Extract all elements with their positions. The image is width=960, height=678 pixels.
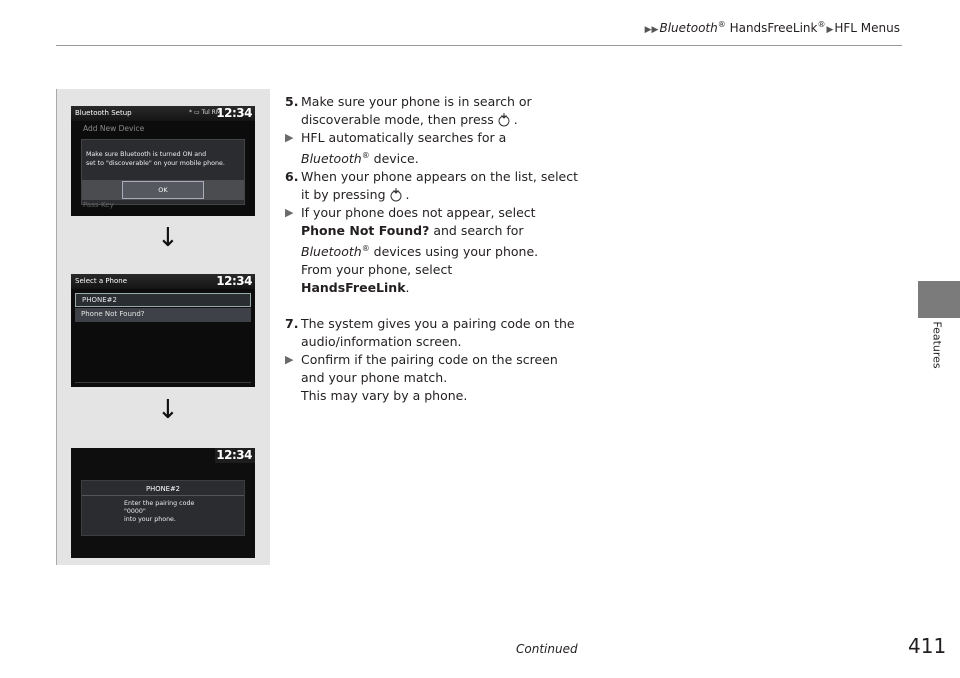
screen-title: Select a Phone bbox=[75, 277, 128, 285]
dialog-divider bbox=[82, 495, 244, 496]
screen-title: Bluetooth Setup bbox=[75, 109, 132, 117]
step-number: 5. bbox=[285, 94, 299, 109]
step-6-result: ▶ If your phone does not appear, select Phone Not Found? and search for Bluetooth® devices using your phone. From your phone, select HandsFreeLink. bbox=[285, 205, 539, 296]
add-new-device-item[interactable]: Add New Device bbox=[83, 124, 145, 133]
screen-clock: 12:34 bbox=[216, 274, 252, 288]
pairing-dialog bbox=[81, 480, 245, 536]
phone-list-item[interactable]: PHONE#2 bbox=[75, 293, 251, 307]
selector-knob-icon bbox=[389, 187, 403, 202]
step-number: 7. bbox=[285, 316, 299, 332]
ok-button[interactable]: OK bbox=[122, 181, 204, 199]
continued-label: Continued bbox=[516, 642, 578, 656]
screenshot-panel bbox=[56, 89, 270, 565]
instruction-steps bbox=[285, 93, 585, 405]
breadcrumb-arrow-icon: ▶▶ bbox=[644, 25, 659, 35]
screen-clock: 12:34 bbox=[216, 448, 252, 462]
dialog-title: PHONE#2 bbox=[146, 485, 180, 493]
result-arrow-icon: ▶ bbox=[285, 131, 294, 144]
step-7: 7. The system gives you a pairing code on the audio/information screen. bbox=[285, 316, 575, 350]
phone-not-found-item[interactable]: Phone Not Found? bbox=[75, 308, 251, 322]
section-tab-label: Features bbox=[930, 321, 944, 369]
breadcrumb-item-bluetooth: Bluetooth bbox=[659, 21, 718, 35]
screen-clock: 12:34 bbox=[216, 106, 252, 120]
step-5-result: ▶ HFL automatically searches for a Bluetooth® device. bbox=[285, 130, 507, 167]
step-7-result: ▶ Confirm if the pairing code on the screen and your phone match. This may vary by a phone. bbox=[285, 352, 558, 404]
pairing-message: Enter the pairing code "0000" into your phone. bbox=[124, 500, 195, 523]
step-5: 5. Make sure your phone is in search or discoverable mode, then press . bbox=[285, 94, 532, 127]
selector-knob-icon bbox=[497, 112, 511, 127]
list-bottom-line bbox=[75, 382, 251, 383]
select-phone-screen bbox=[71, 274, 255, 387]
down-arrow-icon: ↓ bbox=[157, 395, 179, 425]
down-arrow-icon: ↓ bbox=[157, 223, 179, 253]
breadcrumb-arrow-icon: ▶ bbox=[826, 25, 834, 35]
breadcrumb-item-handsfreelink: HandsFreeLink bbox=[729, 21, 818, 35]
dialog-button-bar bbox=[82, 180, 244, 200]
breadcrumb: ▶▶Bluetooth® HandsFreeLink®▶HFL Menus bbox=[644, 20, 900, 35]
step-number: 6. bbox=[285, 169, 299, 185]
result-arrow-icon: ▶ bbox=[285, 206, 294, 220]
step-6: 6. When your phone appears on the list, select it by pressing . bbox=[285, 169, 579, 203]
breadcrumb-item-hfl-menus: HFL Menus bbox=[834, 21, 900, 35]
page-number: 411 bbox=[908, 634, 947, 658]
discoverable-dialog bbox=[81, 139, 245, 205]
pairing-code-screen bbox=[71, 448, 255, 558]
result-arrow-icon: ▶ bbox=[285, 353, 294, 367]
bluetooth-setup-screen bbox=[71, 106, 255, 216]
section-tab-marker bbox=[918, 281, 960, 318]
header-divider bbox=[56, 45, 902, 46]
pass-key-item[interactable]: Pass-Key bbox=[83, 201, 114, 209]
dialog-message: Make sure Bluetooth is turned ON and set to "discoverable" on your mobile phone. bbox=[86, 151, 225, 167]
status-icons: * ▭ Tul RM bbox=[189, 109, 221, 116]
